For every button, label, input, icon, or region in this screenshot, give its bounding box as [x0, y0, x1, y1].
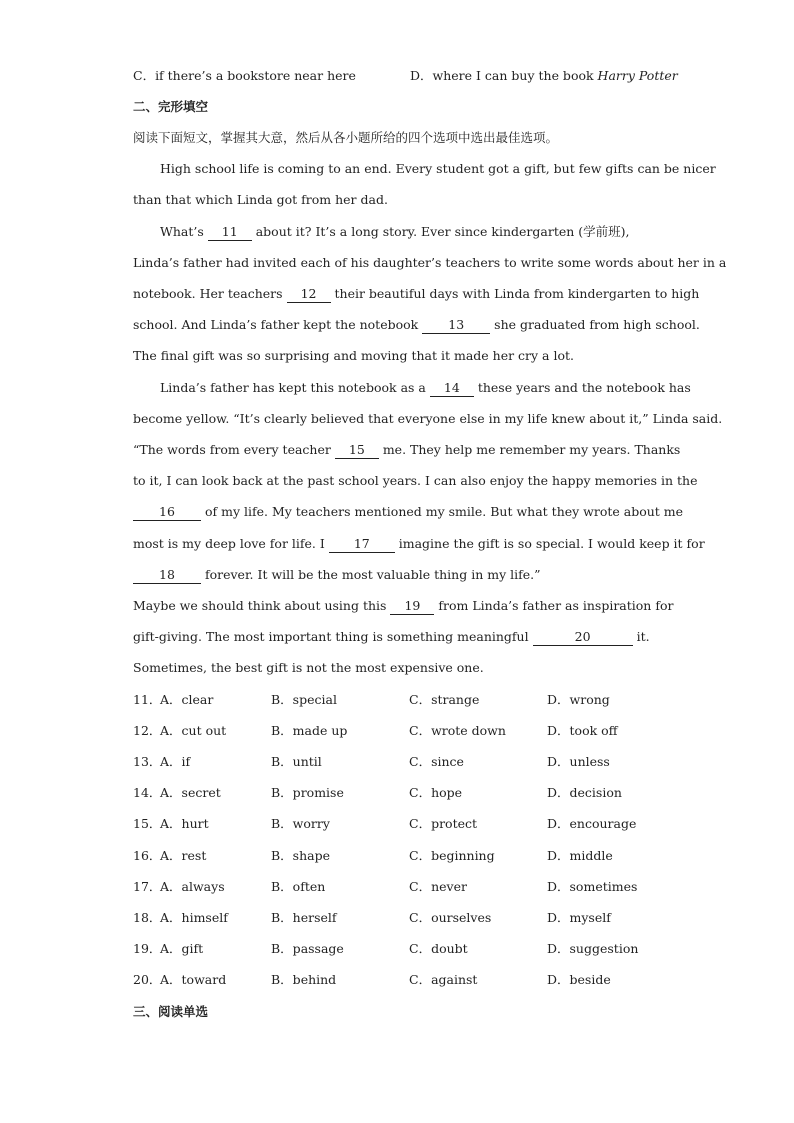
option-d: D．wrong [547, 692, 610, 707]
section2-title: 二、完形填空 [133, 99, 209, 114]
option-c: C．beginning [409, 848, 495, 863]
passage-line: become yellow. “It’s clearly believed that everyone else in my life knew about it,” Linda said. [133, 411, 723, 426]
option-d: D．myself [547, 910, 611, 925]
prev-option-c: C．if there’s a bookstore near here [133, 68, 356, 83]
option-b: B．behind [271, 972, 337, 987]
option-c: C．wrote down [409, 723, 506, 738]
passage-text: Linda’s father has kept this notebook as a [160, 380, 430, 395]
passage-text: most is my deep love for life. I [133, 536, 329, 551]
passage-line: Sometimes, the best gift is not the most expensive one. [133, 660, 484, 675]
option-c: C．strange [409, 692, 480, 707]
question-row [133, 691, 693, 709]
passage-line: than that which Linda got from her dad. [133, 192, 388, 207]
passage-line [160, 379, 691, 397]
option-a: A．gift [160, 941, 204, 956]
blank-16: 16 [133, 504, 201, 521]
question-row [133, 878, 693, 896]
question-number: 14． [133, 785, 162, 800]
passage-line [133, 503, 683, 521]
passage-text: school. And Linda’s father kept the notebook [133, 317, 423, 332]
option-d: D．sometimes [547, 879, 638, 894]
blank-15: 15 [335, 442, 379, 459]
question-row [133, 815, 693, 833]
section3-title: 三、阅读单选 [133, 1004, 209, 1019]
passage-line: The final gift was so surprising and moving that it made her cry a lot. [133, 348, 574, 363]
passage-text: notebook. Her teachers [133, 286, 287, 301]
question-number: 12． [133, 723, 162, 738]
option-c: C．hope [409, 785, 463, 800]
option-a: A．always [160, 879, 225, 894]
prev-option-d [410, 67, 678, 85]
question-row [133, 971, 693, 989]
passage-line [133, 535, 705, 553]
question-number: 15． [133, 816, 162, 831]
option-d: D．middle [547, 848, 613, 863]
option-b: B．worry [271, 816, 330, 831]
passage-text: about it? It’s a long story. Ever since kindergarten (学前班), [251, 224, 630, 239]
option-a: A．hurt [160, 816, 209, 831]
passage-line: to it, I can look back at the past school years. I can also enjoy the happy memories in the [133, 473, 698, 488]
option-c: C．ourselves [409, 910, 492, 925]
prev-option-d-book-title: Harry Potter [597, 68, 678, 83]
passage-line [133, 566, 541, 584]
blank-13: 13 [422, 317, 490, 334]
passage-text: Maybe we should think about using this [133, 598, 391, 613]
question-number: 19． [133, 941, 162, 956]
passage-line [133, 316, 700, 334]
passage-text: What’s [160, 224, 208, 239]
option-a: A．cut out [160, 723, 227, 738]
option-d: D．suggestion [547, 941, 639, 956]
option-b: B．often [271, 879, 326, 894]
passage-text: of my life. My teachers mentioned my smile. But what they wrote about me [201, 504, 684, 519]
passage-text: “The words from every teacher [133, 442, 335, 457]
question-row [133, 722, 693, 740]
option-c: C．against [409, 972, 478, 987]
option-d: D．took off [547, 723, 618, 738]
option-a: A．secret [160, 785, 221, 800]
question-row [133, 940, 693, 958]
passage-text: she graduated from high school. [490, 317, 700, 332]
passage-text: their beautiful days with Linda from kindergarten to high [330, 286, 700, 301]
passage-text: gift-giving. The most important thing is something meaningful [133, 629, 533, 644]
prev-option-d-text: D．where I can buy the book [410, 68, 598, 83]
option-b: B．shape [271, 848, 331, 863]
option-c: C．protect [409, 816, 478, 831]
option-b: B．until [271, 754, 322, 769]
blank-17: 17 [329, 536, 395, 553]
passage-line [133, 441, 680, 459]
question-number: 16． [133, 848, 162, 863]
blank-19: 19 [390, 598, 434, 615]
option-d: D．encourage [547, 816, 637, 831]
option-b: B．promise [271, 785, 344, 800]
option-b: B．special [271, 692, 337, 707]
question-number: 20． [133, 972, 162, 987]
option-a: A．toward [160, 972, 227, 987]
option-c: C．since [409, 754, 464, 769]
passage-line [133, 597, 673, 615]
option-d: D．unless [547, 754, 610, 769]
passage-text: it. [632, 629, 650, 644]
question-number: 18． [133, 910, 162, 925]
blank-11: 11 [208, 224, 252, 241]
question-number: 17． [133, 879, 162, 894]
option-b: B．herself [271, 910, 337, 925]
passage-text: these years and the notebook has [473, 380, 691, 395]
question-row [133, 847, 693, 865]
option-b: B．passage [271, 941, 344, 956]
passage-line: Linda’s father had invited each of his daughter’s teachers to write some words about her in a [133, 255, 727, 270]
option-c: C．doubt [409, 941, 468, 956]
passage-line [160, 223, 630, 241]
passage-text: forever. It will be the most valuable thing in my life.” [201, 567, 541, 582]
blank-12: 12 [287, 286, 331, 303]
section2-instruction: 阅读下面短文，掌握其大意，然后从各小题所给的四个选项中选出最佳选项。 [133, 130, 559, 145]
option-d: D．beside [547, 972, 611, 987]
option-b: B．made up [271, 723, 348, 738]
blank-14: 14 [430, 380, 474, 397]
option-d: D．decision [547, 785, 622, 800]
option-a: A．if [160, 754, 191, 769]
passage-line [133, 285, 699, 303]
question-row [133, 753, 693, 771]
passage-text: imagine the gift is so special. I would keep it for [394, 536, 705, 551]
passage-text: from Linda’s father as inspiration for [434, 598, 674, 613]
question-number: 13． [133, 754, 162, 769]
question-number: 11． [133, 692, 162, 707]
option-c: C．never [409, 879, 467, 894]
question-row [133, 784, 693, 802]
option-a: A．himself [160, 910, 228, 925]
passage-line: High school life is coming to an end. Every student got a gift, but few gifts can be nicer [160, 161, 716, 176]
blank-18: 18 [133, 567, 201, 584]
passage-line [133, 628, 650, 646]
question-row [133, 909, 693, 927]
passage-text: me. They help me remember my years. Thanks [378, 442, 681, 457]
option-a: A．rest [160, 848, 207, 863]
option-a: A．clear [160, 692, 214, 707]
blank-20: 20 [533, 629, 633, 646]
